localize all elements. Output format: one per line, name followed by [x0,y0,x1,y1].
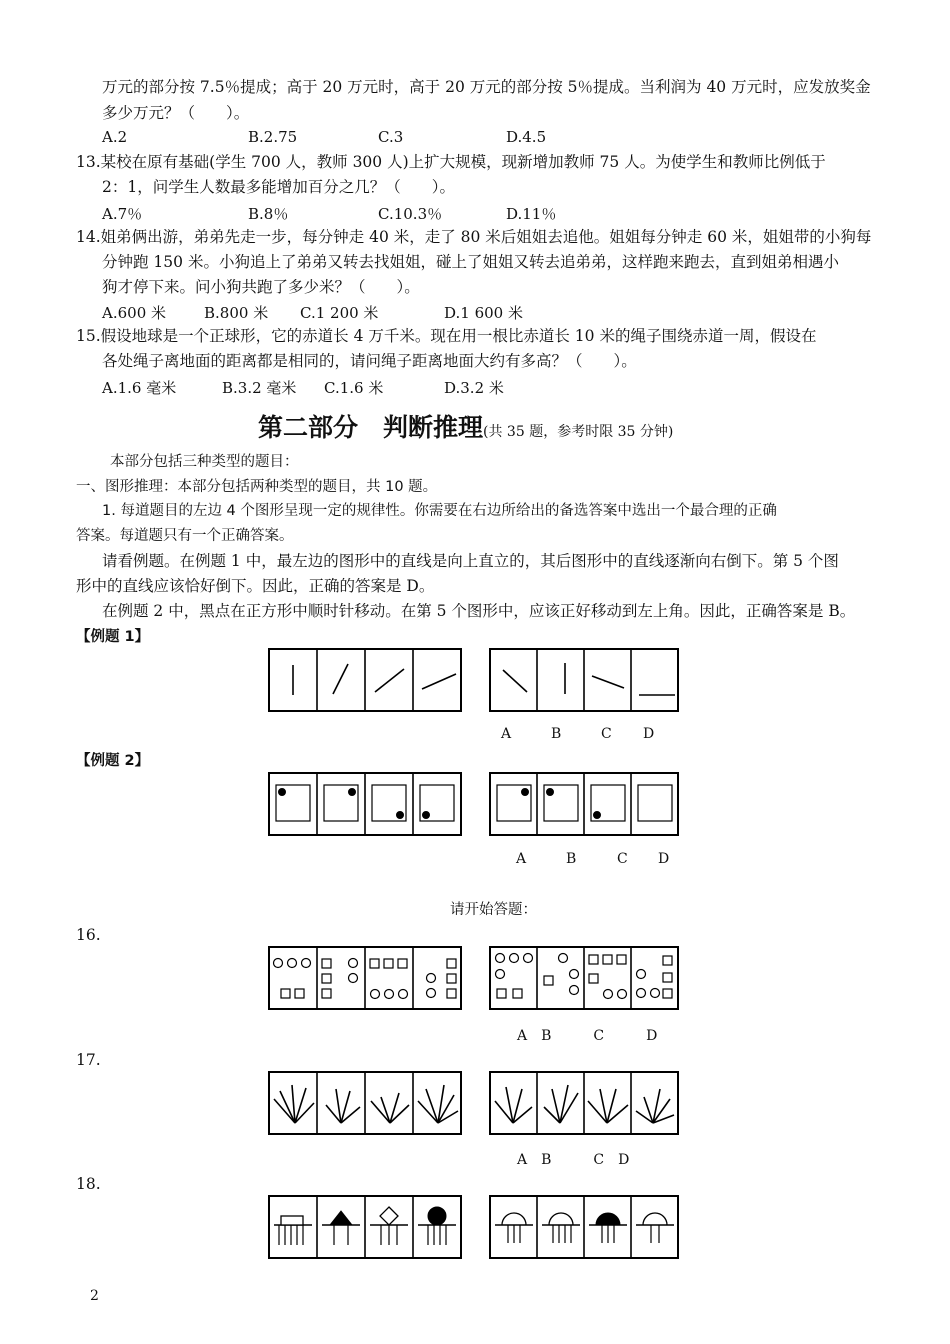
example1-option-c-line [592,676,624,688]
q16-figures [268,946,680,1010]
q13-option-a: A.7％ [102,205,143,223]
example2-figures [268,772,680,836]
q13-option-d: D.11％ [506,205,557,223]
part2-title [258,408,673,444]
example2-letter-b: B [566,851,577,867]
q15-text-line1: 15.假设地球是一个正球形，它的赤道长 4 万千米。现在用一根比赤道长 10 米的绳子围绕赤道一周，假设在 [76,327,817,345]
q12-option-c: C.3 [378,128,404,146]
q13-text-line1: 13.某校在原有基础(学生 700 人，教师 300 人)上扩大规模，现新增加教师 75 人。为使学生和教师比例低于 [76,153,826,171]
example1-line-tilted-2 [375,669,404,692]
example1-label: 【例题 1】 [76,629,150,645]
rule-line2: 答案。每道题只有一个正确答案。 [76,528,294,544]
start-prompt: 请开始答题： [450,902,537,918]
example2-dot-top-left [279,789,286,796]
q15-option-d: D.3.2 米 [444,379,504,397]
example1-letter-d: D [643,726,655,742]
q18-figures [268,1195,680,1259]
example1-explanation-line1: 请看例题。在例题 1 中，最左边的图形中的直线是向上直立的，其后图形中的直线逐渐向右倒下。第 5 个图 [102,552,839,570]
q14-option-b: B.800 米 [204,304,269,322]
example2-option-a-dot [522,789,529,796]
q15-option-c: C.1.6 米 [324,379,384,397]
example2-letter-a: A [516,851,527,867]
part2-intro: 本部分包括三种类型的题目： [110,454,299,470]
example2-option-b-dot [547,789,554,796]
example1-figures [268,648,680,712]
q14-option-d: D.1 600 米 [444,304,523,322]
q14-option-c: C.1 200 米 [300,304,379,322]
q12-option-d: D.4.5 [506,128,547,146]
part2-title-text: 第二部分 判断推理 [258,413,484,442]
page-number: 2 [90,1288,99,1304]
q16-answer-letters: A B C D [517,1028,658,1044]
q17-figures [268,1071,680,1135]
q14-text-line3: 狗才停下来。问小狗共跑了多少米？（ ）。 [102,278,420,296]
q12-option-a: A.2 [102,128,128,146]
q12-text-line1: 万元的部分按 7.5％提成；高于 20 万元时，高于 20 万元的部分按 5％提成。当利润为 40 万元时，应发放奖金 [102,78,871,96]
example2-dot-bottom-left [423,812,430,819]
example2-letter-d: D [658,851,670,867]
q12-text-line2: 多少万元？（ ）。 [102,104,250,122]
example1-line-tilted-1 [333,664,348,694]
rule-line1: 1. 每道题目的左边 4 个图形呈现一定的规律性。你需要在右边所给出的备选答案中选出一个最合理的正确 [102,503,777,519]
q15-option-a: A.1.6 毫米 [102,379,177,397]
q13-option-b: B.8％ [248,205,289,223]
example1-letter-a: A [501,726,512,742]
q16-number: 16. [76,926,101,944]
q17-answer-letters: A B C D [517,1152,630,1168]
q13-text-line2: 2：1，问学生人数最多能增加百分之几？（ ）。 [102,178,455,196]
example2-option-c-dot [594,812,601,819]
q14-option-a: A.600 米 [102,304,166,322]
q15-text-line2: 各处绳子离地面的距离都是相同的，请问绳子距离地面大约有多高？（ ）。 [102,352,637,370]
example1-letter-b: B [551,726,562,742]
example1-line-tilted-3 [422,674,456,689]
example2-explanation: 在例题 2 中，黑点在正方形中顺时针移动。在第 5 个图形中，应该正好移动到左上角。因此，正确答案是 B。 [102,602,856,620]
q15-option-b: B.3.2 毫米 [222,379,297,397]
q12-option-b: B.2.75 [248,128,298,146]
example1-option-a-line [503,670,527,692]
q14-text-line1: 14.姐弟俩出游，弟弟先走一步，每分钟走 40 米，走了 80 米后姐姐去追他。姐姐每分钟走 60 米，姐姐带的小狗每 [76,228,872,246]
section1-heading: 一、图形推理：本部分包括两种类型的题目，共 10 题。 [76,479,438,495]
q13-option-c: C.10.3％ [378,205,443,223]
example2-dot-bottom-right [397,812,404,819]
q14-text-line2: 分钟跑 150 米。小狗追上了弟弟又转去找姐姐，碰上了姐姐又转去追弟弟，这样跑来跑去，直到姐弟相遇小 [102,253,839,271]
q18-number: 18. [76,1175,101,1193]
part2-title-note: (共 35 题，参考时限 35 分钟) [483,424,674,440]
example2-letter-c: C [617,851,628,867]
example2-dot-top-right [349,789,356,796]
example1-letter-c: C [601,726,612,742]
q17-number: 17. [76,1051,101,1069]
example1-explanation-line2: 形中的直线应该恰好倒下。因此，正确的答案是 D。 [76,577,435,595]
example2-label: 【例题 2】 [76,753,150,769]
